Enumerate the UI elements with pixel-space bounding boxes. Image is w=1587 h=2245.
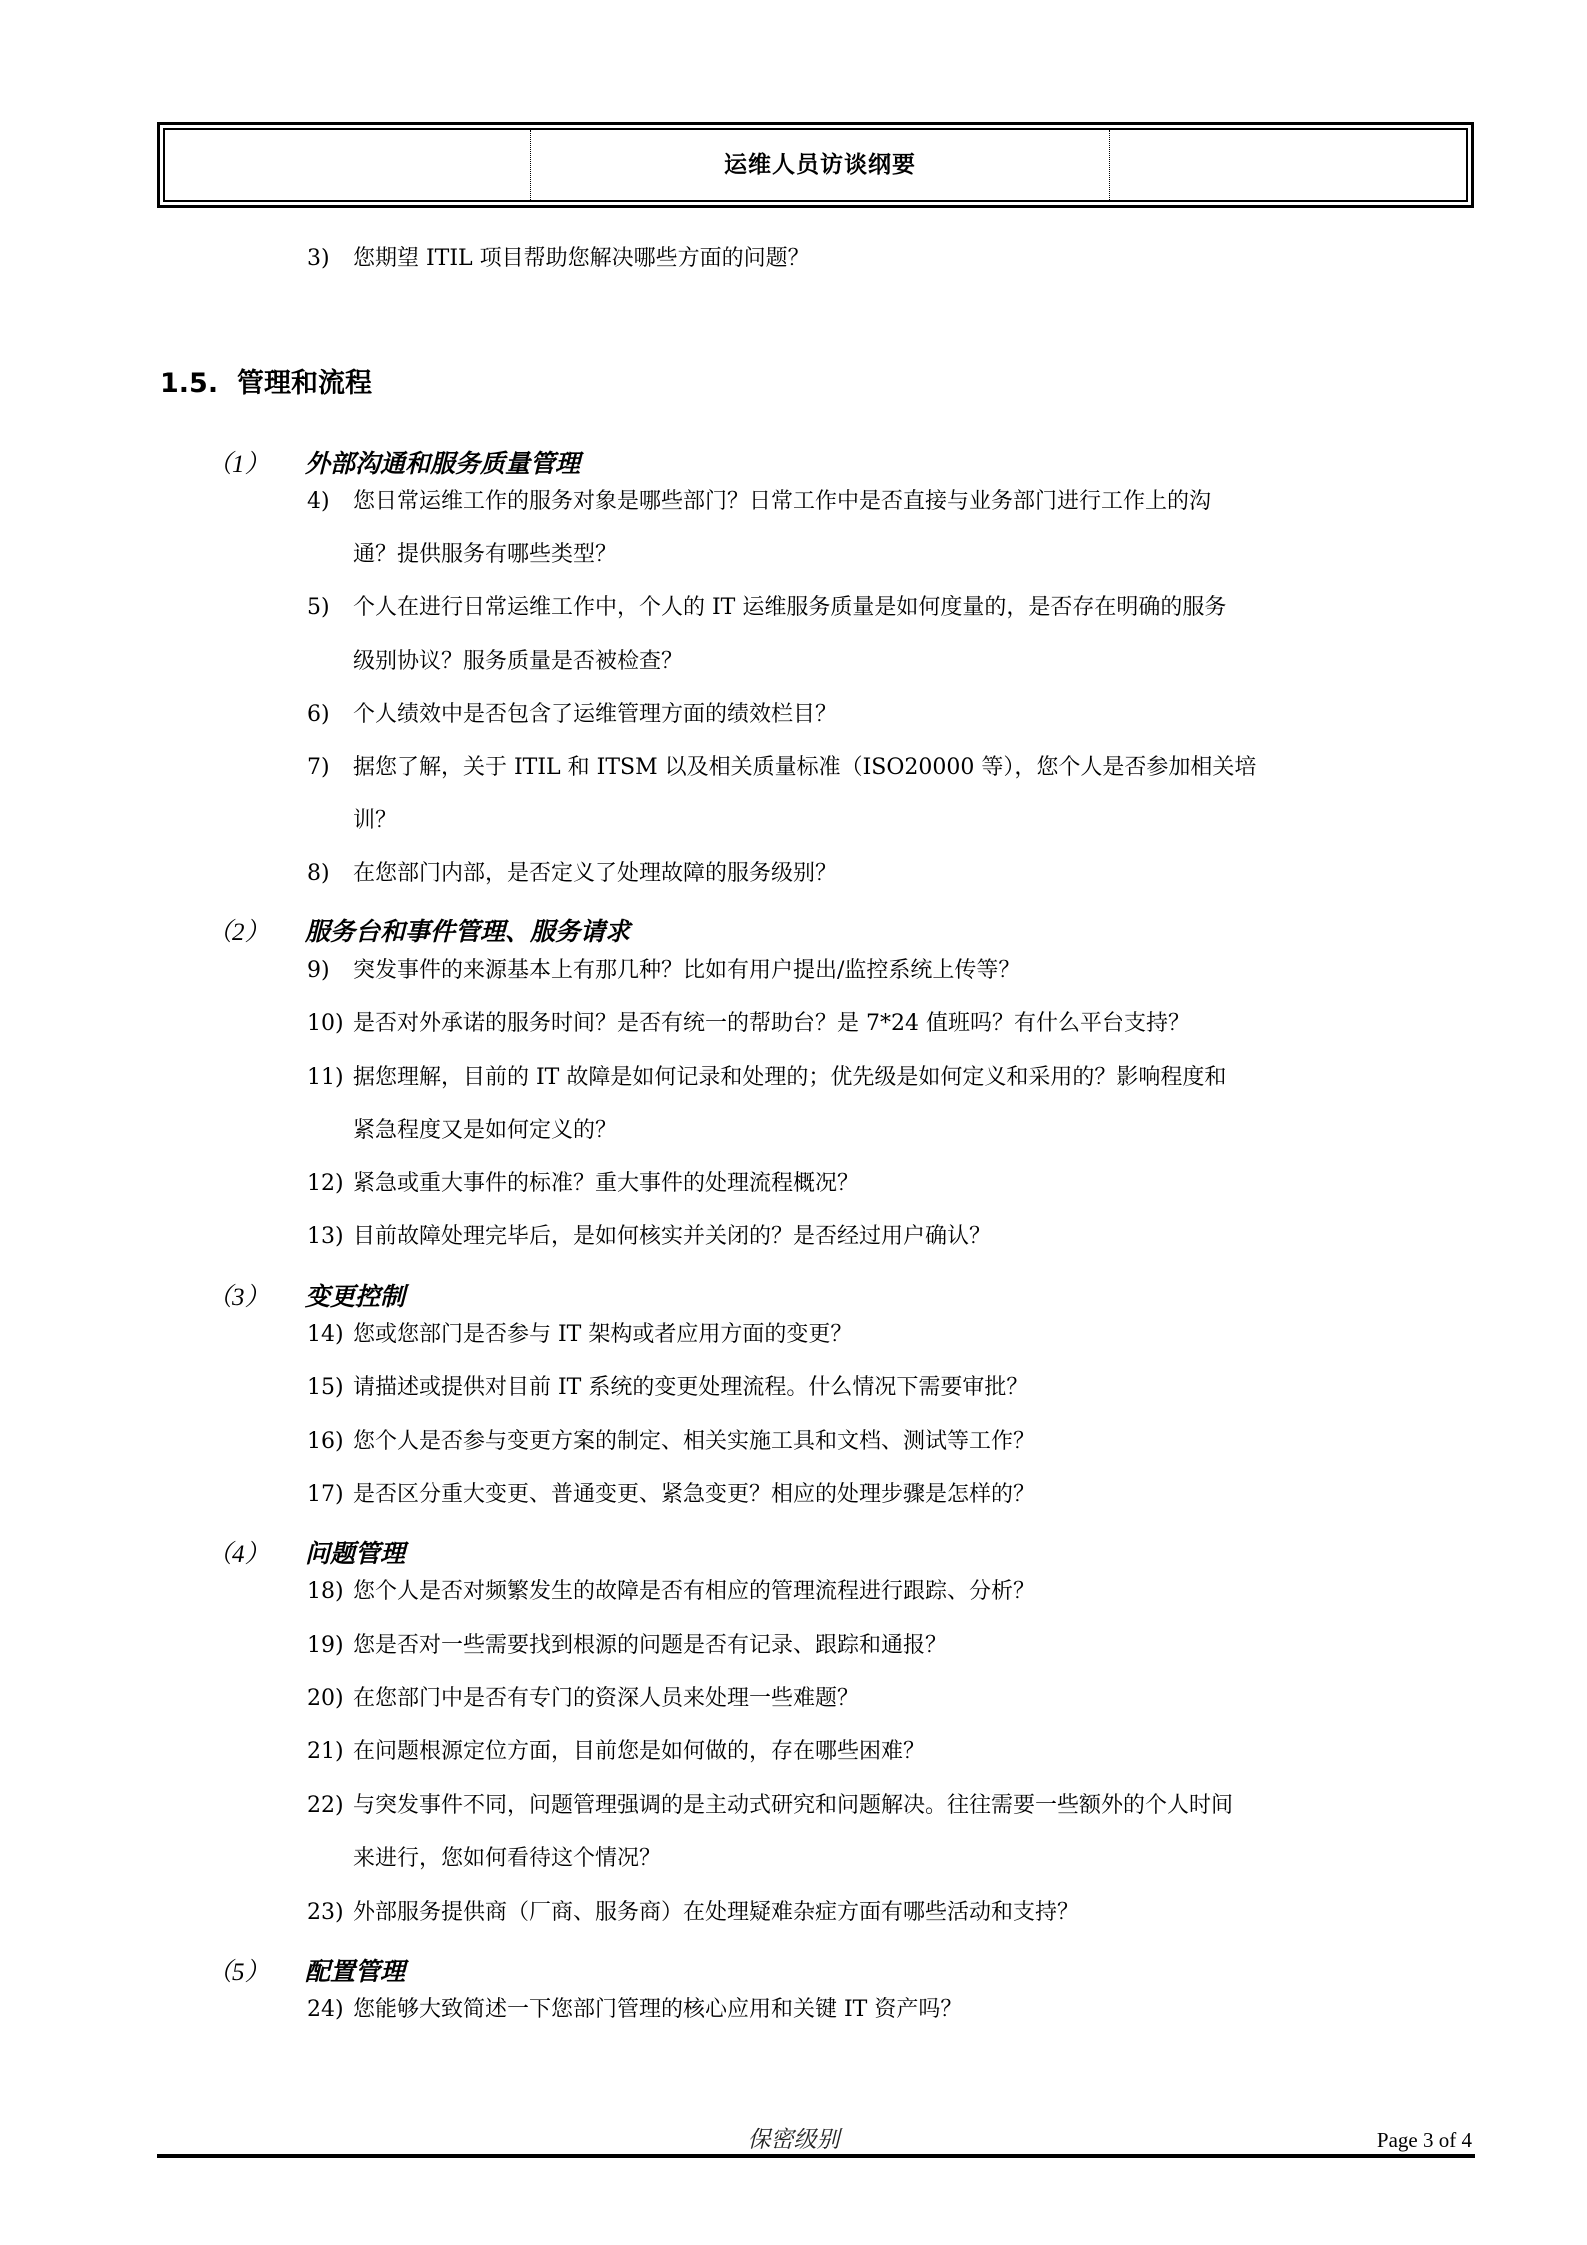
question-text: 您个人是否对频繁发生的故障是否有相应的管理流程进行跟踪、分析？ (353, 1579, 1036, 1604)
subsection-number: （5） (207, 1959, 270, 1986)
question-number: 13) (307, 1224, 344, 1249)
subsection-title: 外部沟通和服务质量管理 (305, 449, 581, 478)
question-text: 目前故障处理完毕后，是如何核实并关闭的？是否经过用户确认？ (353, 1224, 992, 1249)
question-number: 10) (307, 1011, 344, 1036)
question-number: 22) (307, 1793, 344, 1818)
subsection-title: 变更控制 (305, 1282, 406, 1311)
question-text: 与突发事件不同，问题管理强调的是主动式研究和问题解决。往往需要一些额外的个人时间 (353, 1793, 1234, 1818)
question-text: 您日常运维工作的服务对象是哪些部门？日常工作中是否直接与业务部门进行工作上的沟 (353, 489, 1212, 514)
subsection-title: 问题管理 (305, 1539, 406, 1568)
question-number: 12) (307, 1171, 344, 1196)
question-continuation: 通？提供服务有哪些类型？ (353, 542, 618, 567)
question-continuation: 训？ (353, 808, 398, 833)
subsection-number: （1） (207, 451, 270, 478)
question-number: 7) (307, 755, 330, 780)
subsection-heading (207, 916, 630, 949)
question-text: 是否对外承诺的服务时间？是否有统一的帮助台？是 7*24 值班吗？有什么平台支持？ (353, 1011, 1190, 1036)
question-item (307, 1009, 1190, 1039)
question-text: 请描述或提供对目前 IT 系统的变更处理流程。什么情况下需要审批？ (353, 1375, 1029, 1400)
section-number: 1.5. (160, 368, 219, 399)
section-title: 管理和流程 (237, 368, 372, 399)
question-number: 21) (307, 1739, 344, 1764)
question-number: 11) (307, 1065, 344, 1090)
question-item (307, 700, 837, 730)
footer-rule (157, 2154, 1475, 2158)
question-text: 您期望 ITIL 项目帮助您解决哪些方面的问题？ (353, 246, 810, 271)
subsection-title: 服务台和事件管理、服务请求 (305, 917, 631, 946)
subsection-heading (207, 1281, 405, 1314)
header-left-cell (165, 130, 531, 200)
question-item (307, 956, 1020, 986)
header-right-cell (1110, 130, 1466, 200)
question-text: 您或您部门是否参与 IT 架构或者应用方面的变更？ (353, 1322, 853, 1347)
question-item (307, 1169, 859, 1199)
question-item (307, 487, 1211, 517)
question-number: 14) (307, 1322, 344, 1347)
question-number: 3) (307, 246, 330, 271)
question-item (307, 1791, 1233, 1821)
question-item (307, 1222, 991, 1252)
question-text: 据您理解，目前的 IT 故障是如何记录和处理的；优先级是如何定义和采用的？影响程度和 (353, 1065, 1227, 1090)
header-table-inner (163, 128, 1468, 202)
subsection-title: 配置管理 (305, 1957, 406, 1986)
question-number: 4) (307, 489, 330, 514)
question-number: 24) (307, 1997, 344, 2022)
question-item (307, 244, 810, 274)
question-text: 在您部门内部，是否定义了处理故障的服务级别？ (353, 861, 838, 886)
question-number: 23) (307, 1900, 344, 1925)
question-item (307, 593, 1226, 623)
question-text: 在您部门中是否有专门的资深人员来处理一些难题？ (353, 1686, 860, 1711)
question-item (307, 1577, 1035, 1607)
subsection-number: （3） (207, 1284, 270, 1311)
question-item (307, 1480, 1035, 1510)
question-item (307, 1684, 859, 1714)
section-heading (160, 367, 372, 401)
question-continuation: 来进行，您如何看待这个情况？ (353, 1846, 662, 1871)
question-text: 据您了解，关于 ITIL 和 ITSM 以及相关质量标准（ISO20000 等），您个人是否参加相关培 (353, 755, 1257, 780)
question-item (307, 1320, 852, 1350)
subsection-number: （4） (207, 1541, 270, 1568)
question-item (307, 1995, 962, 2025)
question-number: 16) (307, 1429, 344, 1454)
question-item (307, 859, 837, 889)
question-number: 15) (307, 1375, 344, 1400)
question-number: 5) (307, 595, 330, 620)
question-continuation: 级别协议？服务质量是否被检查？ (353, 649, 684, 674)
question-continuation: 紧急程度又是如何定义的？ (353, 1118, 618, 1143)
subsection-heading (207, 1538, 405, 1571)
question-text: 您能够大致简述一下您部门管理的核心应用和关键 IT 资产吗？ (353, 1997, 963, 2022)
question-item (307, 1898, 1079, 1928)
header-table (157, 122, 1474, 208)
question-item (307, 1737, 925, 1767)
header-center-cell (531, 130, 1110, 200)
subsection-heading (207, 1956, 405, 1989)
question-item (307, 1631, 947, 1661)
question-item (307, 1373, 1028, 1403)
question-text: 是否区分重大变更、普通变更、紧急变更？相应的处理步骤是怎样的？ (353, 1482, 1036, 1507)
document-title: 运维人员访谈纲要 (724, 151, 916, 178)
question-text: 在问题根源定位方面，目前您是如何做的，存在哪些困难？ (353, 1739, 926, 1764)
question-number: 8) (307, 861, 330, 886)
question-text: 您是否对一些需要找到根源的问题是否有记录、跟踪和通报？ (353, 1633, 948, 1658)
question-number: 19) (307, 1633, 344, 1658)
question-text: 突发事件的来源基本上有那几种？比如有用户提出/监控系统上传等？ (353, 958, 1021, 983)
question-text: 个人绩效中是否包含了运维管理方面的绩效栏目？ (353, 702, 838, 727)
question-item (307, 1063, 1226, 1093)
question-number: 18) (307, 1579, 344, 1604)
question-number: 6) (307, 702, 330, 727)
question-number: 9) (307, 958, 330, 983)
question-text: 外部服务提供商（厂商、服务商）在处理疑难杂症方面有哪些活动和支持？ (353, 1900, 1080, 1925)
question-item (307, 1427, 1035, 1457)
question-number: 17) (307, 1482, 344, 1507)
question-text: 您个人是否参与变更方案的制定、相关实施工具和文档、测试等工作？ (353, 1429, 1036, 1454)
subsection-heading (207, 448, 580, 481)
subsection-number: （2） (207, 919, 270, 946)
footer-page-number: Page 3 of 4 (1376, 2128, 1472, 2152)
question-text: 个人在进行日常运维工作中，个人的 IT 运维服务质量是如何度量的，是否存在明确的服务 (353, 595, 1227, 620)
question-text: 紧急或重大事件的标准？重大事件的处理流程概况？ (353, 1171, 860, 1196)
footer-classification: 保密级别 (747, 2127, 840, 2153)
question-item (307, 753, 1256, 783)
question-number: 20) (307, 1686, 344, 1711)
